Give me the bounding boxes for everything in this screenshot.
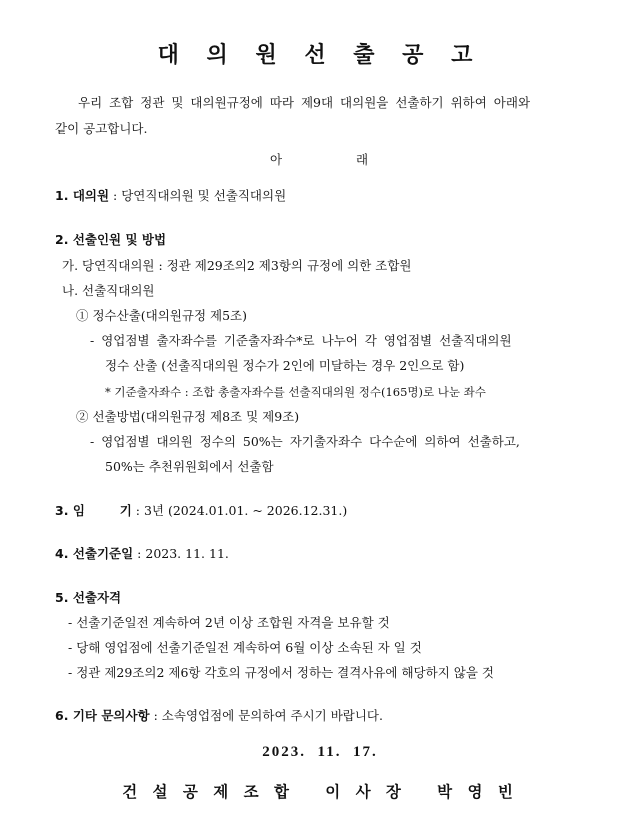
section-2-heading [55,232,166,248]
ah-left: 아 [270,152,283,167]
section-1-heading [55,188,109,203]
section-6-number: 6. [55,708,69,723]
section-6 [55,708,383,724]
intro-line-1: 우리 조합 정관 및 대의원규정에 따라 제9대 대의원을 선출하기 위하여 아래와 [78,95,531,110]
section-5-item-1: - 선출기준일전 계속하여 2년 이상 조합원 자격을 보유할 것 [68,615,390,630]
document-title: 대 의 원 선 출 공 고 [157,42,483,68]
section-3-separator: : [131,503,144,518]
section-2-sub2-title: ② 선출방법(대의원규정 제8조 및 제9조) [76,409,300,424]
section-1 [55,188,286,204]
section-3-text: 3년 (2024.01.01. ~ 2026.12.31.) [143,503,348,518]
section-3-number: 3. [55,503,69,518]
section-4-number: 4. [55,546,69,561]
ah-right: 래 [356,152,369,167]
notice-date: 2023. 11. 17. [262,744,378,760]
section-3-title: 임 기 [72,503,132,518]
section-3-heading [55,503,132,518]
section-2-sub1-note: * 기준출자좌수 : 조합 총출자좌수를 선출직대의원 정수(165명)로 나눈 좌수 [105,385,486,399]
section-4-title: 선출기준일 [72,546,134,561]
section-6-title: 기타 문의사항 [72,708,150,723]
section-2-title: 선출인원 및 방법 [72,232,167,247]
section-5-item-3: - 정관 제29조의2 제6항 각호의 규정에서 정하는 결격사유에 해당하지 않을 것 [68,665,494,680]
section-2-sub1-title: ① 정수산출(대의원규정 제5조) [76,308,247,323]
section-2-sub2-line2: 50%는 추천위원회에서 선출함 [105,459,274,474]
section-1-title: 대의원 [72,188,110,203]
section-4 [55,546,229,562]
section-2-sub2-line1: - 영업점별 대의원 정수의 50%는 자기출자좌수 다수순에 의하여 선출하고, [90,434,520,449]
section-5-number: 5. [55,590,69,605]
intro-line-2: 같이 공고합니다. [55,121,148,136]
section-1-text: 당연직대의원 및 선출직대의원 [121,188,287,203]
section-2-sub1-line2: 정수 산출 (선출직대의원 정수가 2인에 미달하는 경우 2인으로 함) [105,358,465,373]
section-5-heading [55,590,121,606]
signature: 건 설 공 제 조 합 이 사 장 박 영 빈 [122,782,518,801]
section-1-number: 1. [55,188,69,203]
section-6-text: 소속영업점에 문의하여 주시기 바랍니다. [161,708,383,723]
section-6-heading [55,708,150,723]
section-6-separator: : [149,708,162,723]
section-2-sub1-line1: - 영업점별 출자좌수를 기준출자좌수*로 나누어 각 영업점별 선출직대의원 [90,333,512,348]
section-2-na: 나. 선출직대의원 [62,283,155,298]
section-1-separator: : [109,188,122,203]
section-4-separator: : [133,546,146,561]
section-3 [55,503,347,519]
section-2-number: 2. [55,232,69,247]
section-4-text: 2023. 11. 11. [145,546,229,561]
section-5-item-2: - 당해 영업점에 선출기준일전 계속하여 6월 이상 소속된 자 일 것 [68,640,422,655]
section-4-heading [55,546,133,561]
section-5-title: 선출자격 [72,590,122,605]
ah-rae-heading [0,150,640,166]
section-2-ga: 가. 당연직대의원 : 정관 제29조의2 제3항의 규정에 의한 조합원 [62,258,412,273]
